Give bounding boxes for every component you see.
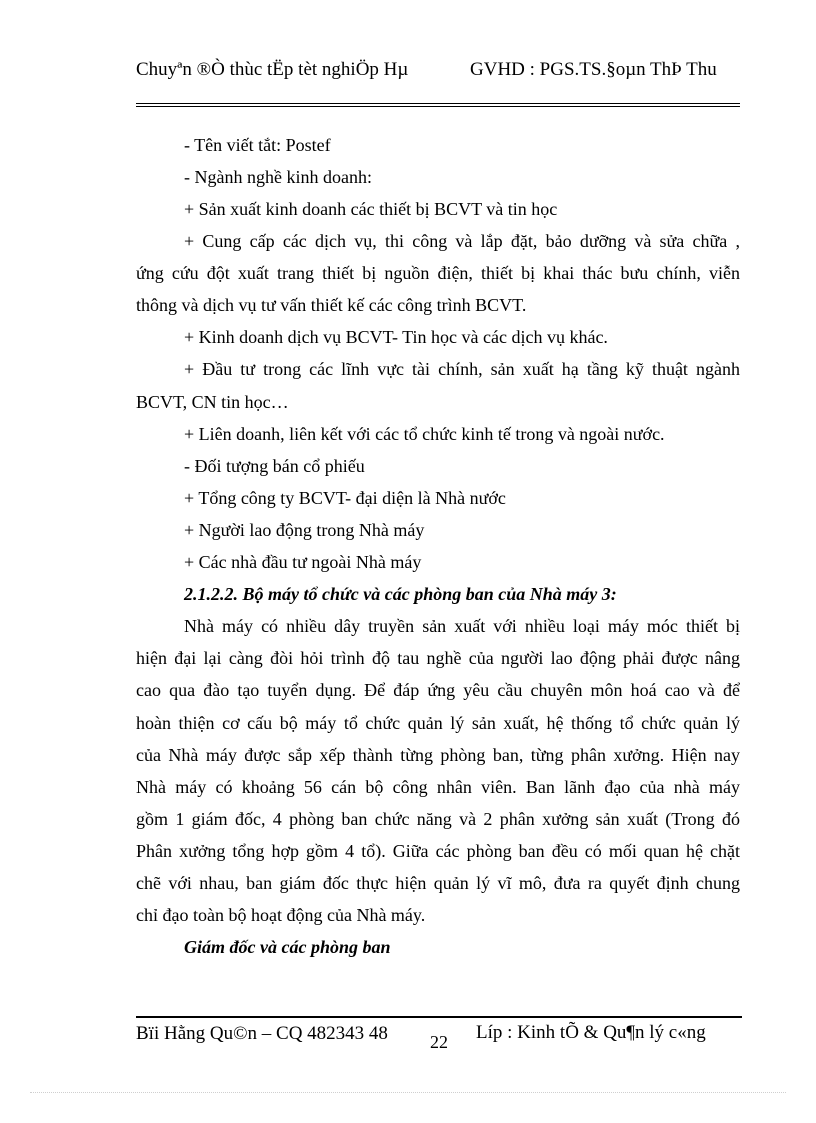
text-line: Phân xưởng tổng hợp gồm 4 tổ). Giữa các phòng ban đều có mối quan hệ chặt (136, 841, 740, 861)
text-line: + Tổng công ty BCVT- đại diện là Nhà nước (184, 488, 506, 508)
text-line: hoàn thiện cơ cấu bộ máy tổ chức quản lý sản xuất, hệ thống tổ chức quản lý (136, 713, 740, 733)
text-line: + Đầu tư trong các lĩnh vực tài chính, sản xuất hạ tầng kỹ thuật ngành (184, 359, 740, 379)
text-line: + Người lao động trong Nhà máy (184, 520, 425, 540)
text-line: của Nhà máy được sắp xếp thành từng phòng ban, từng phân xưởng. Hiện nay (136, 745, 740, 765)
text-line: BCVT, CN tin học… (136, 392, 289, 412)
section-heading: 2.1.2.2. Bộ máy tổ chức và các phòng ban của Nhà máy 3: (184, 584, 617, 604)
header-left: Chuyªn ®Ò thùc tËp tèt nghiÖp Hµ (136, 59, 409, 80)
text-line: - Tên viết tắt: Postef (184, 135, 331, 155)
page-number: 22 (430, 1032, 448, 1052)
footer-left: Bïi Hằng Qu©n – CQ 482343 48 (136, 1023, 388, 1044)
text-line: + Cung cấp các dịch vụ, thi công và lắp đặt, bảo dưỡng và sửa chữa , (184, 231, 740, 251)
text-line: + Sản xuất kinh doanh các thiết bị BCVT và tin học (184, 199, 558, 219)
text-line: + Liên doanh, liên kết với các tổ chức kinh tế trong và ngoài nước. (184, 424, 665, 444)
text-line: cao qua đào tạo tuyển dụng. Để đáp ứng yêu cầu chuyên môn hoá cao và để (136, 680, 740, 700)
text-line: gồm 1 giám đốc, 4 phòng ban chức năng và 2 phân xưởng sản xuất (Trong đó (136, 809, 740, 829)
footer-right: Líp : Kinh tÕ & Qu¶n lý c«ng (476, 1022, 706, 1043)
page-edge-dotted-line (30, 1092, 786, 1093)
text-line: - Ngành nghề kinh doanh: (184, 167, 372, 187)
subsection-heading: Giám đốc và các phòng ban (184, 937, 391, 957)
text-line: chỉ đạo toàn bộ hoạt động của Nhà máy. (136, 905, 426, 925)
text-line: - Đối tượng bán cổ phiếu (184, 456, 365, 476)
text-line: Nhà máy có khoảng 56 cán bộ công nhân viên. Ban lãnh đạo của nhà máy (136, 777, 740, 797)
text-line: Nhà máy có nhiều dây truyền sản xuất với nhiều loại máy móc thiết bị (184, 616, 740, 636)
text-line: chẽ với nhau, ban giám đốc thực hiện quản lý vĩ mô, đưa ra quyết định chung (136, 873, 740, 893)
text-line: thông và dịch vụ tư vấn thiết kế các công trình BCVT. (136, 295, 527, 315)
text-line: hiện đại lại càng đòi hỏi trình độ tau nghề của người lao động phải được nâng (136, 648, 740, 668)
header-rule-top (136, 103, 740, 104)
header-right: GVHD : PGS.TS.§oµn ThÞ Thu (470, 59, 717, 80)
footer-rule (136, 1016, 742, 1018)
text-line: + Kinh doanh dịch vụ BCVT- Tin học và các dịch vụ khác. (184, 327, 608, 347)
header-rule-bottom (136, 106, 740, 107)
text-line: ứng cứu đột xuất trang thiết bị nguồn điện, thiết bị khai thác bưu chính, viễn (136, 263, 740, 283)
text-line: + Các nhà đầu tư ngoài Nhà máy (184, 552, 422, 572)
